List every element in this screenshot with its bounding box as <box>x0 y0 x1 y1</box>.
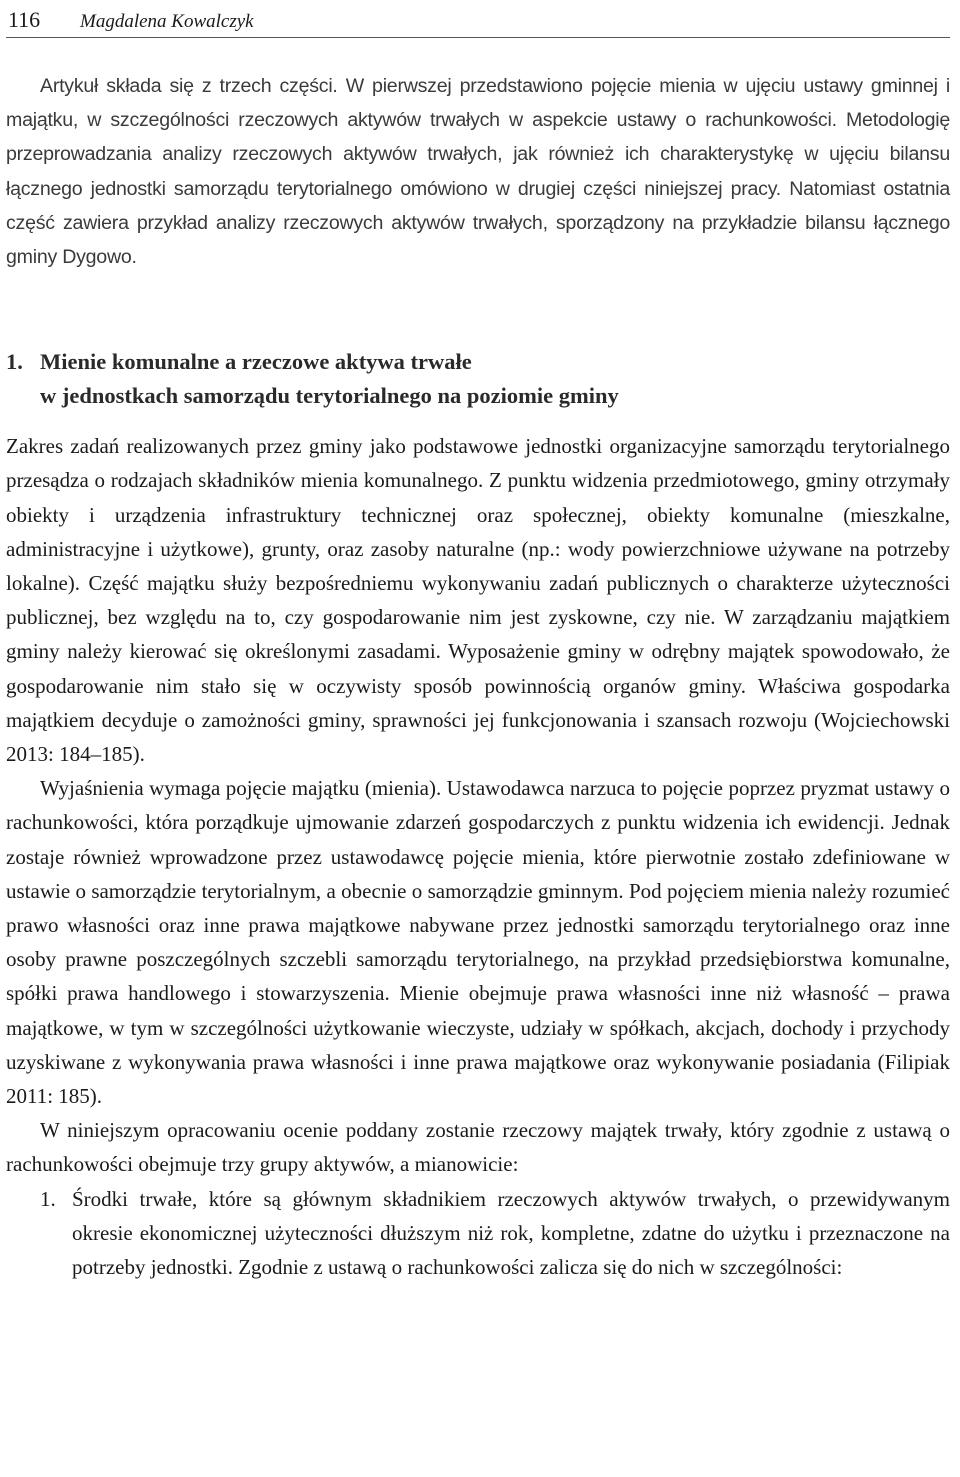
list-item <box>6 1182 950 1285</box>
intro-paragraph: Artykuł składa się z trzech części. W pierwszej przedstawiono pojęcie mienia w ujęciu ustawy gminnej i majątku, w szczególności rzeczowych aktywów trwałych w aspekcie ustawy o rachunkowości. Metodologię przeprowadzania analizy rzeczowych aktywów trwałych, jak również ich charakterystykę w ujęciu bilansu łącznego jednostki samorządu terytorialnego omówiono w drugiej części niniejszej pracy. Natomiast ostatnia część zawiera przykład analizy rzeczowych aktywów trwałych, sporządzony na przykładzie bilansu łącznego gminy Dygowo. <box>6 75 950 269</box>
section-title-line-1: Mienie komunalne a rzeczowe aktywa trwałe <box>40 349 472 375</box>
asset-groups-list <box>6 1182 950 1285</box>
section-body <box>6 429 950 1284</box>
running-header <box>6 0 950 38</box>
section-number: 1. <box>6 349 23 375</box>
section-title-line-2: w jednostkach samorządu terytorialnego na poziomie gminy <box>40 383 619 409</box>
running-author: Magdalena Kowalczyk <box>80 11 254 32</box>
body-paragraph-2: Wyjaśnienia wymaga pojęcie majątku (mienia). Ustawodawca narzuca to pojęcie poprzez pryzmat ustawy o rachunkowości, która porządkuje ujmowanie zdarzeń gospodarczych z punktu widzenia ich ewidencji. Jednak zostaje również wprowadzone przez ustawodawcę pojęcie mienia, które pierwotnie zostało zdefiniowane w ustawie o samorządzie terytorialnym, a obecnie o samorządzie gminnym. Pod pojęciem mienia należy rozumieć prawo własności oraz inne prawa majątkowe nabywane przez jednostki samorządu terytorialnego oraz inne osoby prawne poszczególnych szczebli samorządu terytorialnego, na przykład przedsiębiorstwa komunalne, spółki prawa handlowego i stowarzyszenia. Mienie obejmuje prawa własności inne niż własność – prawa majątkowe, w tym w szczególności użytkowanie wieczyste, udziały w spółkach, akcjach, dochody i przychody uzyskiwane z wykonywania prawa własności i inne prawa majątkowe oraz wykonywanie posiadania (Filipiak 2011: 185). <box>6 776 950 1109</box>
section-heading <box>6 345 950 413</box>
list-item-text: Środki trwałe, które są głównym składnikiem rzeczowych aktywów trwałych, o przewidywanym okresie ekonomicznej użyteczności dłuższym niż rok, kompletne, zdatne do użytku i przeznaczone na potrzeby jednostki. Zgodnie z ustawą o rachunkowości zalicza się do nich w szczególności: <box>72 1186 950 1280</box>
section-title <box>40 345 619 413</box>
list-item-number: 1. <box>40 1186 56 1211</box>
body-paragraph-1: Zakres zadań realizowanych przez gminy jako podstawowe jednostki organizacyjne samorządu terytorialnego przesądza o rodzajach składników mienia komunalnego. Z punktu widzenia przedmiotowego, gminy otrzymały obiekty i urządzenia infrastruktury technicznej oraz społecznej, obiekty komunalne (mieszkalne, administracyjne i użytkowe), grunty, oraz zasoby naturalne (np.: wody powierzchniowe używane na potrzeby lokalne). Część majątku służy bezpośredniemu wykonywaniu zadań publicznych o charakterze użyteczności publicznej, bez względu na to, czy gospodarowanie nim jest zyskowne, czy nie. W zarządzaniu majątkiem gminy należy kierować się określonymi zasadami. Wyposażenie gminy w odrębny majątek spowodowało, że gospodarowanie nim stało się w oczywisty sposób powinnością organów gminy. Właściwa gospodarka majątkiem decyduje o zamożności gminy, sprawności jej funkcjonowania i szansach rozwoju (Wojciechowski 2013: 184–185). <box>6 434 950 767</box>
page-number: 116 <box>8 7 41 32</box>
body-paragraph-3: W niniejszym opracowaniu ocenie poddany zostanie rzeczowy majątek trwały, który zgodnie z ustawą o rachunkowości obejmuje trzy grupy aktywów, a mianowicie: <box>6 1118 950 1177</box>
